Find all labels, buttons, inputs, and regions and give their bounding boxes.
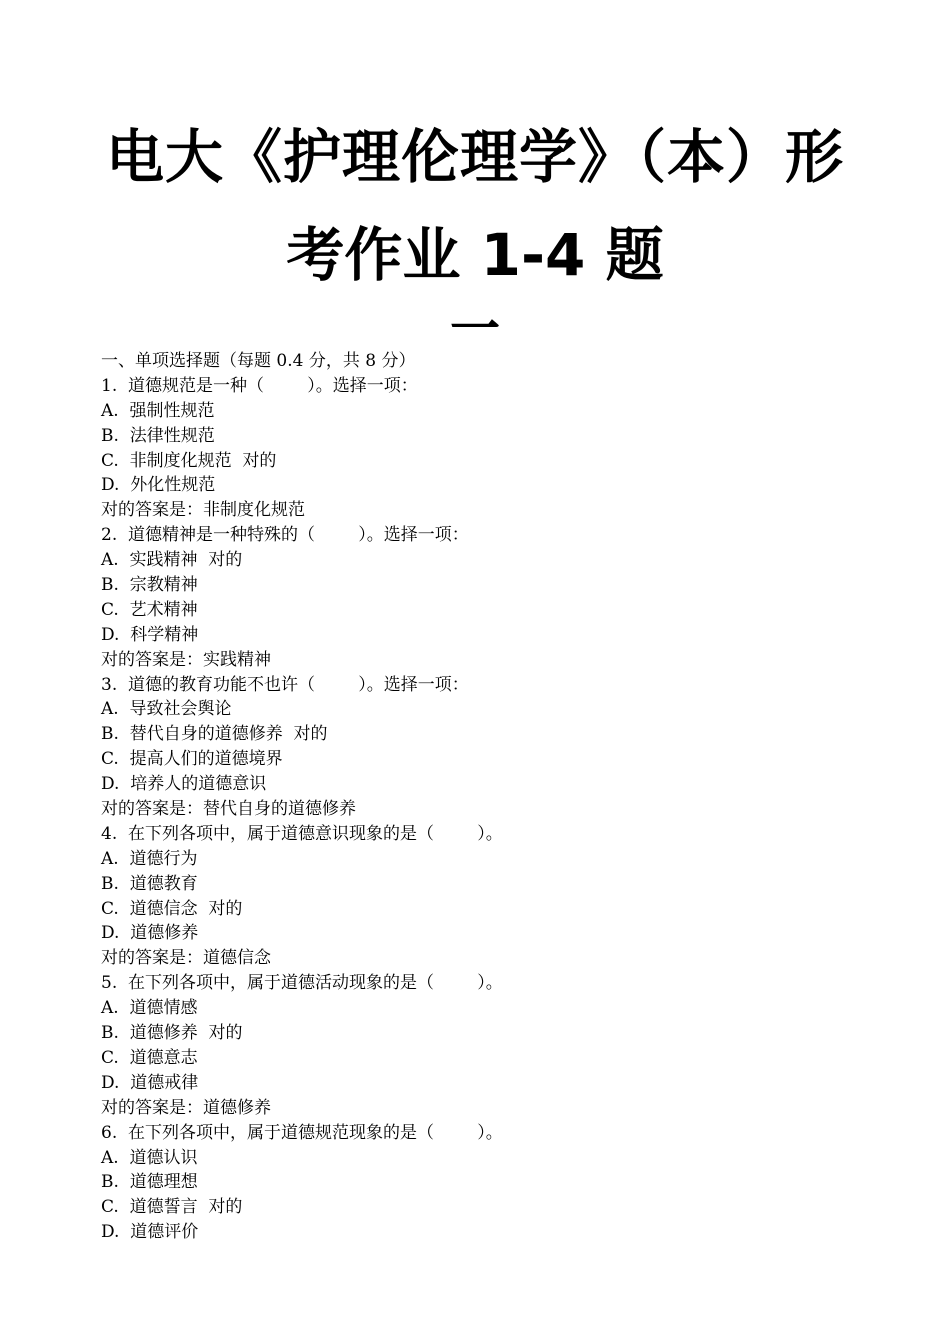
- option-b: B. 道德理想: [101, 1172, 198, 1193]
- section-number-heading: 一: [450, 300, 500, 358]
- option-b: B. 道德教育: [101, 873, 198, 894]
- option-c: C. 道德誓言 对的: [101, 1197, 243, 1218]
- section-heading: 一、单项选择题（每题 0.4 分，共 8 分）: [101, 351, 416, 371]
- option-a: A. 导致社会舆论: [101, 699, 232, 720]
- option-a: A. 道德认识: [101, 1147, 198, 1168]
- option-c: C. 提高人们的道德境界: [101, 749, 283, 770]
- correct-answer: 对的答案是：实践精神: [101, 649, 271, 670]
- document-title-line-2: 考作业 1-4 题: [286, 221, 664, 289]
- correct-answer: 对的答案是：非制度化规范: [101, 500, 305, 521]
- option-a: A. 道德行为: [101, 848, 198, 869]
- document-title-line-1: 电大《护理伦理学》（本）形: [105, 123, 844, 191]
- question-stem: 3. 道德的教育功能不也许（ ）。选择一项：: [101, 674, 469, 695]
- option-c: C. 道德信念 对的: [101, 898, 243, 919]
- option-d: D. 外化性规范: [101, 475, 216, 496]
- correct-answer: 对的答案是：替代自身的道德修养: [101, 799, 356, 820]
- correct-answer: 对的答案是：道德信念: [101, 948, 271, 969]
- question-block: [101, 822, 921, 971]
- option-a: A. 道德情感: [101, 998, 198, 1019]
- question-stem: 6. 在下列各项中，属于道德规范现象的是（ ）。: [101, 1122, 503, 1143]
- option-b: B. 法律性规范: [101, 425, 215, 446]
- question-block: [101, 1121, 921, 1245]
- question-stem: 5. 在下列各项中，属于道德活动现象的是（ ）。: [101, 973, 503, 994]
- document-body: [101, 349, 921, 1245]
- option-b: B. 宗教精神: [101, 575, 198, 596]
- option-c: C. 艺术精神: [101, 599, 198, 620]
- option-c: C. 非制度化规范 对的: [101, 450, 277, 471]
- option-a: A. 实践精神 对的: [101, 550, 243, 571]
- question-block: [101, 673, 921, 822]
- option-a: A. 强制性规范: [101, 400, 215, 421]
- question-block: [101, 523, 921, 672]
- option-d: D. 道德修养: [101, 923, 199, 944]
- option-b: B. 替代自身的道德修养 对的: [101, 724, 328, 745]
- option-d: D. 科学精神: [101, 624, 199, 645]
- option-d: D. 培养人的道德意识: [101, 774, 267, 795]
- question-block: [101, 971, 921, 1120]
- option-c: C. 道德意志: [101, 1047, 198, 1068]
- question-block: [101, 374, 921, 523]
- question-stem: 1. 道德规范是一种（ ）。选择一项：: [101, 375, 418, 396]
- correct-answer: 对的答案是：道德修养: [101, 1097, 271, 1118]
- question-stem: 2. 道德精神是一种特殊的（ ）。选择一项：: [101, 525, 469, 546]
- option-d: D. 道德戒律: [101, 1072, 199, 1093]
- option-d: D. 道德评价: [101, 1222, 199, 1243]
- option-b: B. 道德修养 对的: [101, 1023, 243, 1044]
- question-stem: 4. 在下列各项中，属于道德意识现象的是（ ）。: [101, 823, 503, 844]
